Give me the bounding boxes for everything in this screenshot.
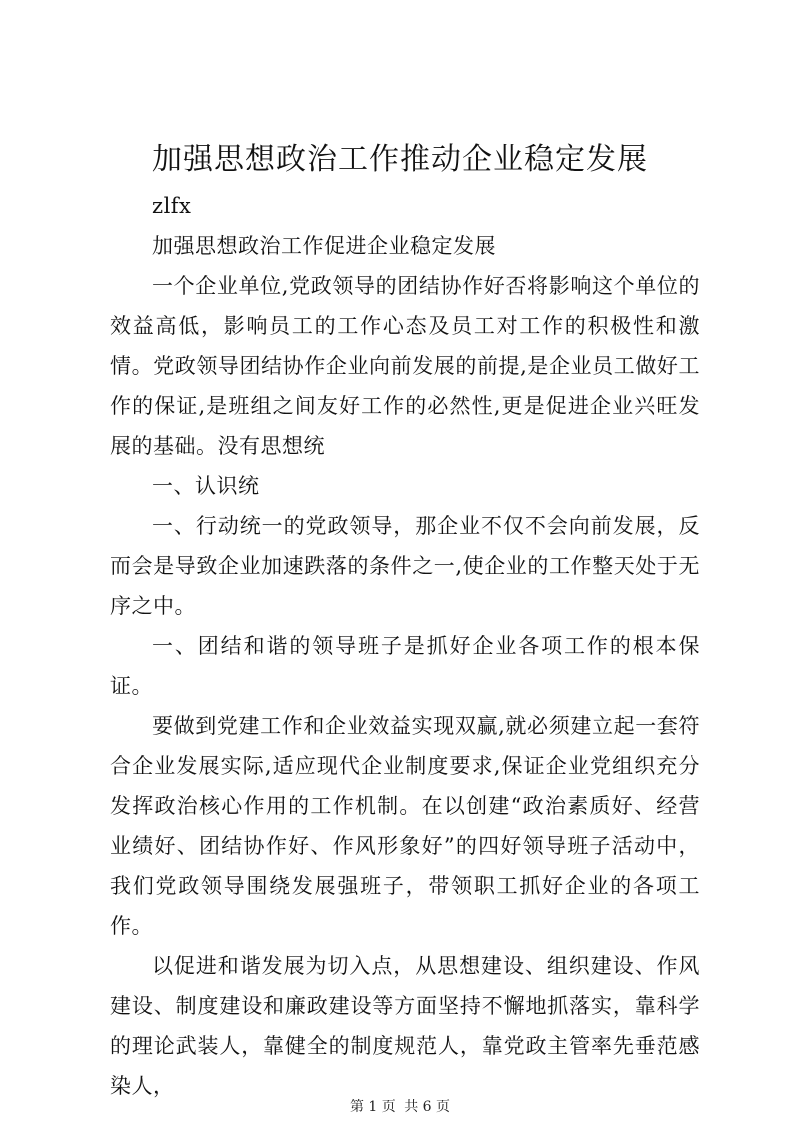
paragraph: 一个企业单位,党政领导的团结协作好否将影响这个单位的效益高低，影响员工的工作心态及员工对工作的积极性和激情。党政领导团结协作企业向前发展的前提,是企业员工做好工作的保证,是班组之间友好工作的必然性,更是促进企业兴旺发展的基础。没有思想统 bbox=[110, 274, 700, 458]
paragraph: 一、团结和谐的领导班子是抓好企业各项工作的根本保证。 bbox=[110, 634, 700, 698]
paragraph-heading: 一、认识统 bbox=[152, 474, 260, 498]
paragraph: 以促进和谐发展为切入点，从思想建设、组织建设、作风建设、制度建设和廉政建设等方面坚持不懈地抓落实，靠科学的理论武装人，靠健全的制度规范人，靠党政主管率先垂范感染人， bbox=[110, 954, 700, 1098]
page-total: 共 6 页 bbox=[404, 1099, 451, 1115]
paragraph: 一、行动统一的党政领导，那企业不仅不会向前发展，反而会是导致企业加速跌落的条件之一,使企业的工作整天处于无序之中。 bbox=[110, 514, 700, 618]
paragraph: 要做到党建工作和企业效益实现双赢,就必须建立起一套符合企业发展实际,适应现代企业制度要求,保证企业党组织充分发挥政治核心作用的工作机制。在以创建“政治素质好、经营业绩好、团结协作好、作风形象好”的四好领导班子活动中，我们党政领导围绕发展强班子，带领职工抓好企业的各项工作。 bbox=[110, 714, 700, 938]
document-title: 加强思想政治工作推动企业稳定发展 bbox=[152, 142, 648, 177]
paragraph-subtitle: 加强思想政治工作促进企业稳定发展 bbox=[152, 234, 496, 258]
page-number: 第 1 页 bbox=[349, 1099, 396, 1115]
document-body bbox=[110, 186, 700, 1106]
paragraph-author: zlfx bbox=[152, 194, 192, 218]
page-footer bbox=[0, 1098, 800, 1116]
